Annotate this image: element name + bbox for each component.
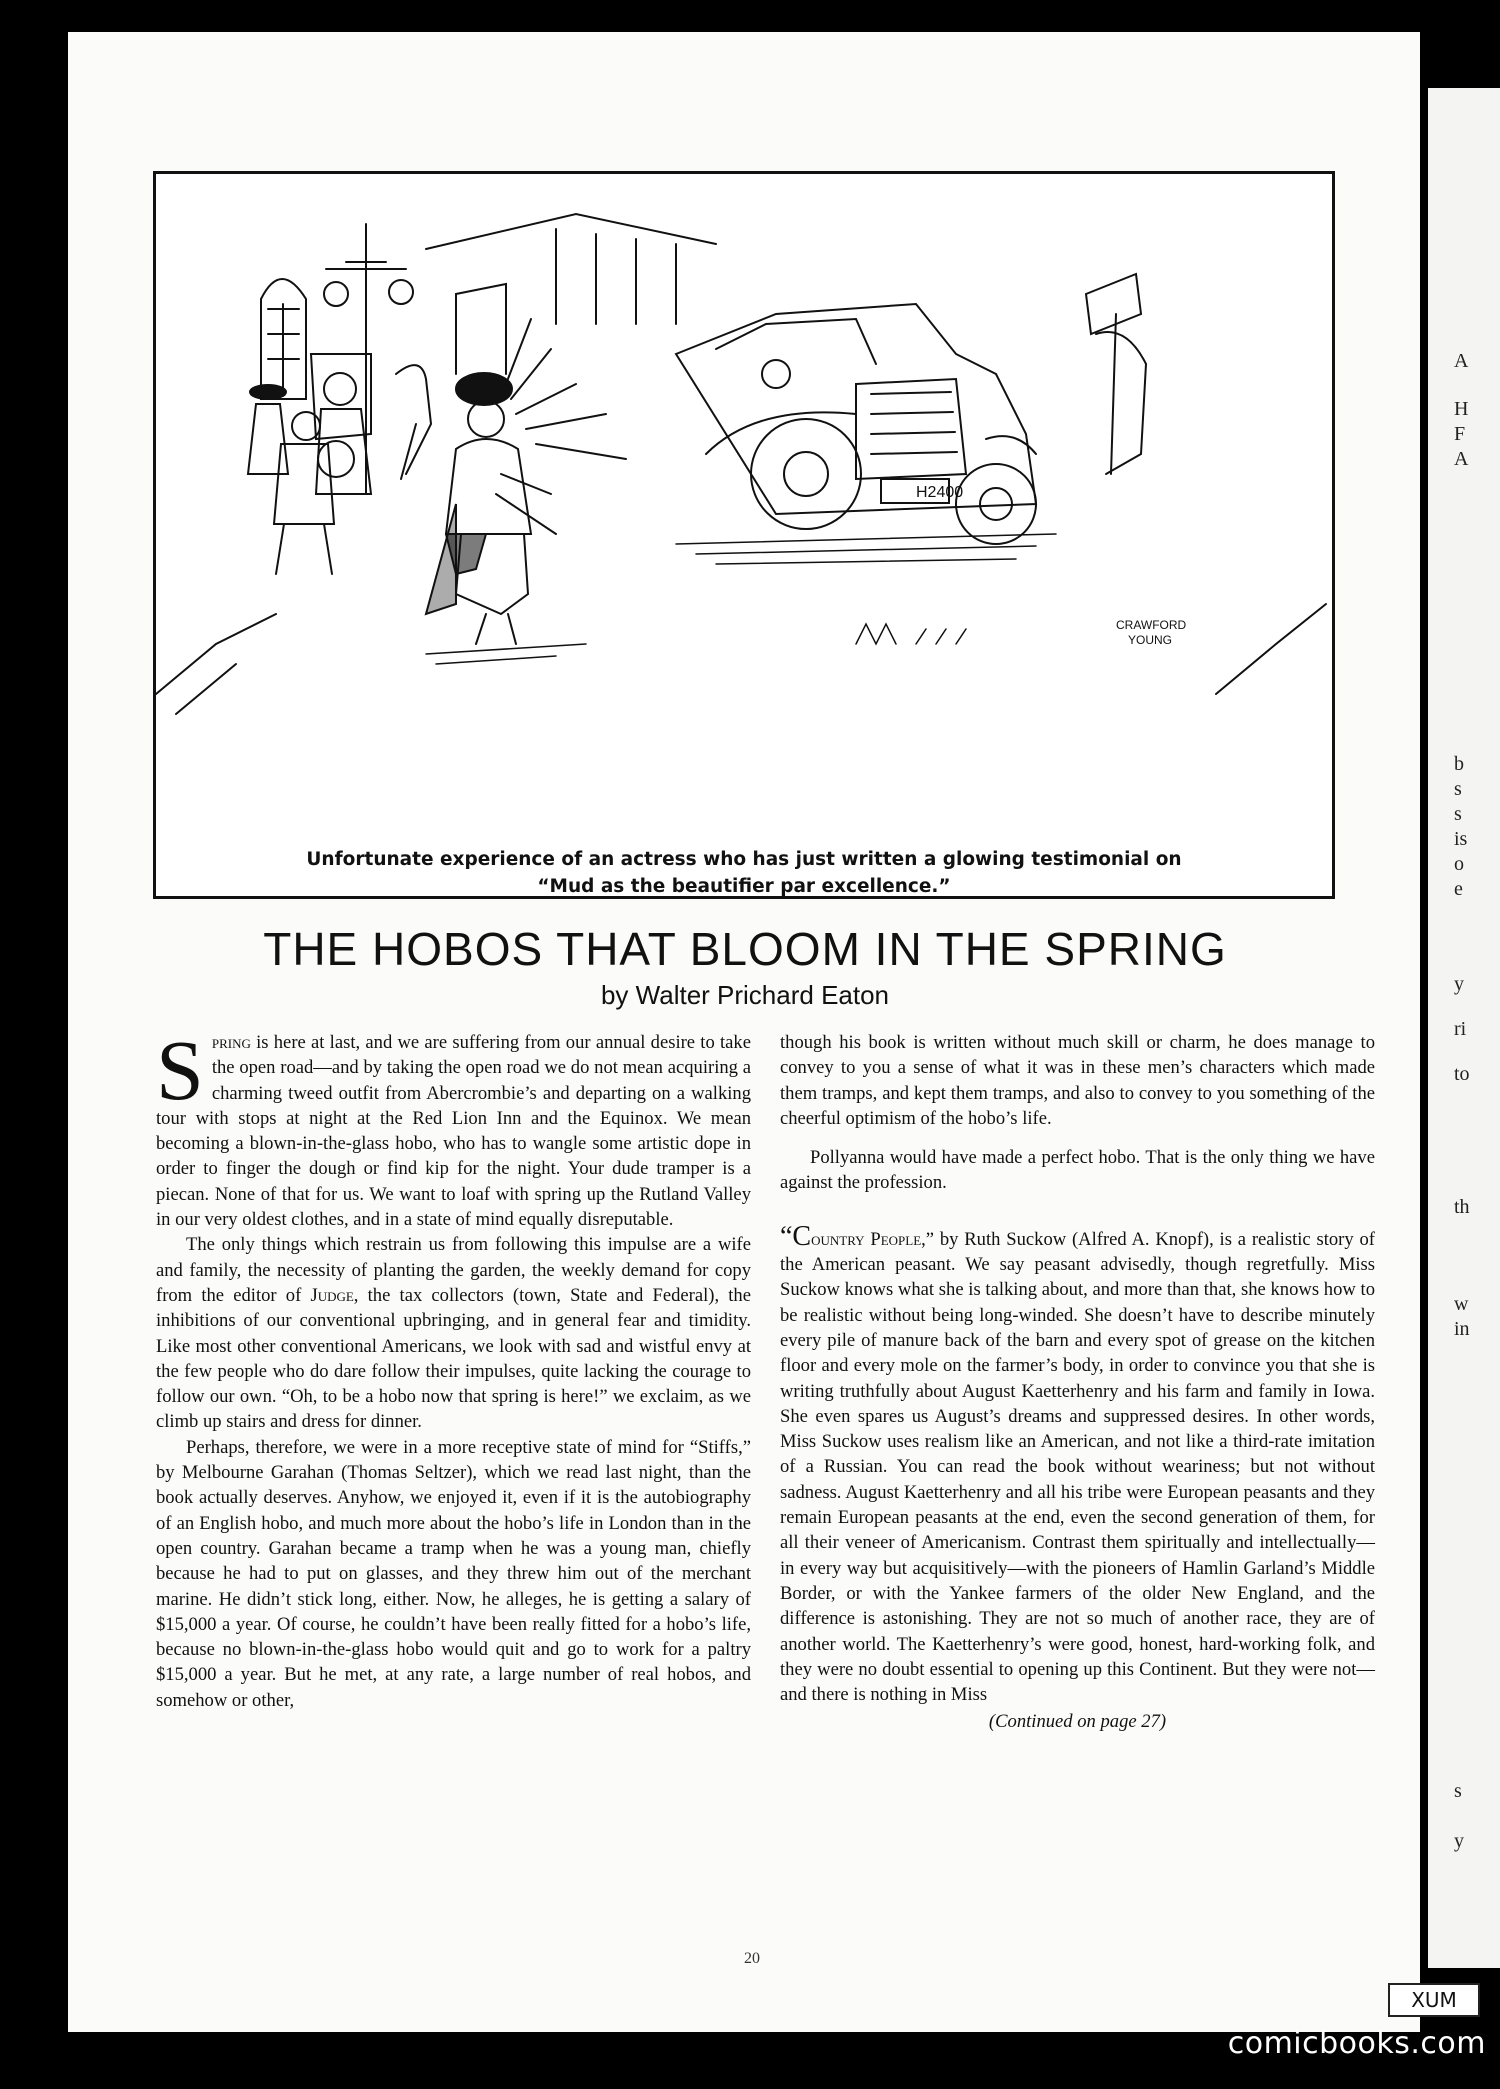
- scan-badge: XUM: [1388, 1983, 1480, 2017]
- paragraph: [780, 1220, 1375, 1708]
- artist-signature-text: CRAWFORD: [1116, 618, 1187, 632]
- article-column-left: [156, 1022, 751, 1713]
- fragment: y: [1454, 973, 1464, 995]
- fragment: to: [1454, 1063, 1470, 1085]
- caption-line-2: “Mud as the beautifier par excellence.”: [537, 876, 951, 897]
- fragment: s: [1454, 778, 1462, 800]
- fragment: y: [1454, 1830, 1464, 1852]
- illustration-caption: [156, 846, 1332, 899]
- cartoon-drawing: [156, 174, 1332, 896]
- article-column-right: [780, 1030, 1375, 1735]
- paragraph: [156, 1232, 751, 1434]
- paragraph-text: The only things which restrain us from following this impulse are a wife and family, the necessity of planting the garden, the weekly demand for copy from the editor of: [156, 1234, 751, 1306]
- quote-open: “C: [780, 1220, 812, 1252]
- paragraph-text: , the tax collectors (town, State and Federal), the inhibitions of our conventional upbringing, and in general fear and timidity. Like most other conventional Americans, we look with sad and wistful envy at the few people who do dare follow their impulses, quite lacking the courage to follow our own. “Oh, to be a hobo now that spring is here!” we exclaim, as we climb up stairs and dress for dinner.: [156, 1284, 751, 1433]
- fragment: w: [1454, 1293, 1469, 1315]
- fragment: F: [1454, 423, 1466, 445]
- paragraph: [156, 1022, 751, 1232]
- license-plate-text: H2400: [916, 484, 964, 501]
- fragment: ri: [1454, 1018, 1467, 1040]
- fragment: s: [1454, 1780, 1462, 1802]
- fragment: in: [1454, 1318, 1470, 1340]
- paragraph-text: is here at last, and we are suffering from our annual desire to take the open road—and by taking the open road we do not mean acquiring a charming tweed outfit from Abercrombie’s and departing on a walking tour with stops at night at the Red Lion Inn and the Equinox. We mean becoming a blown-in-the-glass hobo, who has to wangle some artistic dope in order to finger the dough or find kip for the night. Your dude tramper is a piecan. None of that for us. We want to loaf with spring up the Rutland Valley in our very oldest clothes, and in a state of mind equally disreputable.: [156, 1032, 751, 1231]
- artist-signature-text-2: YOUNG: [1128, 633, 1173, 647]
- drop-cap: S: [156, 1022, 204, 1118]
- fragment: e: [1454, 878, 1463, 900]
- lead-in-smallcaps: pring: [211, 1032, 251, 1053]
- adjacent-page-strip: [1428, 88, 1500, 1968]
- cartoon-illustration: [153, 171, 1335, 899]
- paragraph-text: ,” by Ruth Suckow (Alfred A. Knopf), is a realistic story of the American peasant. We say peasant advisedly, though regretfully. Miss Suckow knows what she is talking about, and more than that, she knows how to be realistic without being long-winded. She doesn’t have to describe minutely every pile of manure back of the barn and every spot of grease on the kitchen floor and every mole on the farmer’s body, in order to convince you that she is writing truthfully about August Kaetterhenry and his farm and family in Iowa. She even spares us August’s dreams and suppressed desires. In other words, Miss Suckow uses realism like an American, and not like a third-rate imitation of a Russian. You can read the book without weariness; but not without sadness. August Kaetterhenry and all his tribe were European peasants and they remain European peasants at the end, even the second generation of them, for all their veneer of Americanism. Contrast them spiritually and intellectually—in every way but acquisitively—with the pioneers of Hamlin Garland’s Middle Border, or with the Yankee farmers of the older New England, and the difference is astonishing. They are not so much of another race, they are of another world. The Kaetterhenry’s were good, honest, hard-working folk, and they were no doubt essential to opening up this Continent. But they were not—and there is nothing in Miss: [780, 1228, 1375, 1706]
- fragment: th: [1454, 1196, 1470, 1218]
- book-title-smallcaps: ountry People: [811, 1228, 922, 1250]
- fragment: b: [1454, 753, 1464, 775]
- watermark: comicbooks.com: [1227, 2026, 1486, 2061]
- paragraph: Perhaps, therefore, we were in a more receptive state of mind for “Stiffs,” by Melbourne Garahan (Thomas Seltzer), which we read last night, than the book actually deserves. Anyhow, we enjoyed it, even if it is the autobiography of an English hobo, and much more about the hobo’s life in London than in the open country. Garahan became a tramp when he was a young man, chiefly because he had to put on glasses, and they threw him out of the merchant marine. He didn’t stick long, either. Now, he alleges, he is getting a salary of $15,000 a year. Of course, he couldn’t have been really fitted for a hobo’s life, because no blown-in-the-glass hobo would quit and go to work for a paltry $15,000 a year. But he met, at any rate, a large number of real hobos, and somehow or other,: [156, 1436, 751, 1711]
- paragraph: though his book is written without much skill or charm, he does manage to convey to you a sense of what it was in these men’s characters which made them tramps, and kept them tramps, and also to convey to you something of the cheerful optimism of the hobo’s life.: [780, 1032, 1375, 1129]
- article-byline: by Walter Prichard Eaton: [600, 980, 890, 1010]
- fragment: A: [1454, 350, 1469, 372]
- magazine-name-smallcaps: Judge: [310, 1284, 354, 1306]
- page-number: 20: [744, 1950, 760, 1967]
- fragment: A: [1454, 448, 1469, 470]
- paragraph: Pollyanna would have made a perfect hobo. That is the only thing we have against the profession.: [780, 1147, 1375, 1194]
- fragment: H: [1454, 398, 1469, 420]
- continued-note: (Continued on page 27): [988, 1711, 1167, 1733]
- fragment: s: [1454, 803, 1462, 825]
- caption-line-1: Unfortunate experience of an actress who has just written a glowing testimonial on: [306, 849, 1182, 870]
- fragment: o: [1454, 853, 1464, 875]
- fragment: is: [1454, 828, 1468, 850]
- article-title: THE HOBOS THAT BLOOM IN THE SPRING: [263, 923, 1227, 975]
